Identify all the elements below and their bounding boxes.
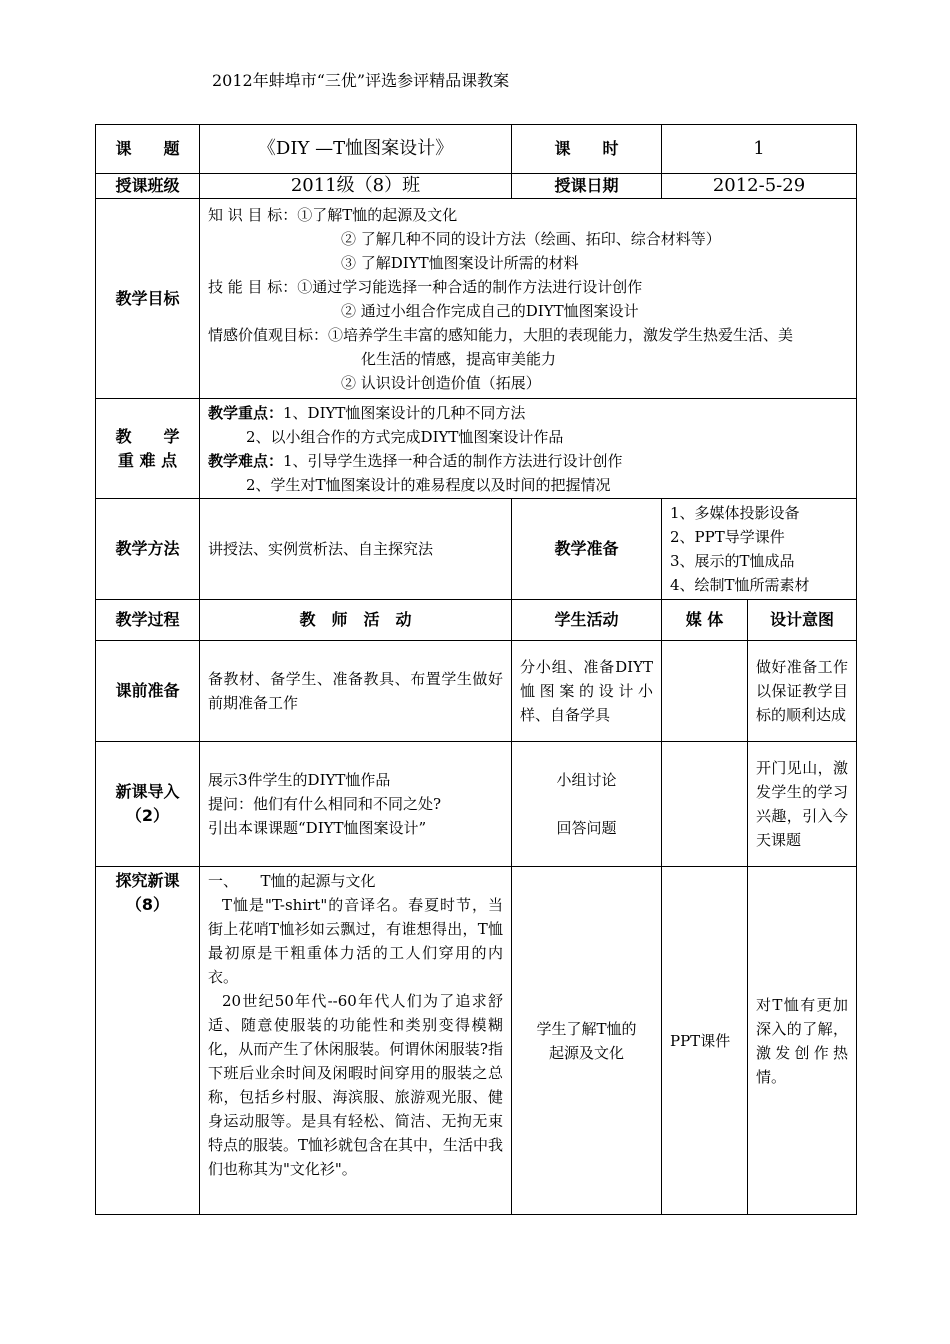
- process-col-student: 学生活动: [512, 600, 662, 641]
- explore-intent: 对T恤有更加深入的了解，激发创作热情。: [748, 867, 857, 1215]
- key-points-row: [96, 399, 857, 499]
- objective-line: ③ 了解DIYT恤图案设计所需的材料: [341, 253, 579, 272]
- stage-prep-label: 课前准备: [96, 641, 200, 742]
- topic-row: [96, 125, 857, 174]
- explore-label-line2: （8）: [125, 895, 170, 914]
- explore-teacher-paragraph: T恤是"T-shirt"的音译名。春夏时节，当街上花哨T恤衫如云飘过，有谁想得出，T恤最初原是干粗重体力活的工人们穿用的内衣。: [208, 896, 503, 986]
- objective-line: ② 通过小组合作完成自己的DIYT恤图案设计: [341, 301, 639, 320]
- hours-value: 1: [662, 125, 857, 174]
- key-points-label-line2: 重 难 点: [117, 450, 178, 470]
- prep-teacher-activity: 备教材、备学生、准备教具、布置学生做好前期准备工作: [200, 641, 512, 742]
- objective-line: 情感价值观目标：①培养学生丰富的感知能力，大胆的表现能力，激发学生热爱生活、美: [208, 325, 794, 344]
- preparation-item: 2、PPT导学课件: [670, 528, 785, 546]
- objectives-content: [200, 199, 857, 399]
- objectives-row: [96, 199, 857, 399]
- topic-value: 《DIY —T恤图案设计》: [200, 125, 512, 174]
- date-label: 授课日期: [512, 174, 662, 199]
- preparation-item: 1、多媒体投影设备: [670, 504, 800, 522]
- key-title: 教学重点：: [208, 403, 284, 422]
- intro-teacher-line: 引出本课课题“DIYT恤图案设计”: [208, 819, 427, 837]
- key-point-1: 1、DIYT恤图案设计的几种不同方法: [283, 403, 526, 422]
- explore-teacher-heading: 一、 T恤的起源与文化: [208, 872, 376, 890]
- preparation-list: [662, 499, 857, 600]
- difficulty-2: 2、学生对T恤图案设计的难易程度以及时间的把握情况: [246, 475, 611, 494]
- intro-label-line2: （2）: [125, 806, 170, 825]
- methods-row: [96, 499, 857, 600]
- stage-explore-label: [96, 867, 200, 1215]
- document-title: 2012年蚌埠市“三优”评选参评精品课教案: [212, 71, 510, 90]
- intro-teacher-line: 展示3件学生的DIYT恤作品: [208, 771, 391, 789]
- table-row: [96, 867, 857, 1215]
- topic-label: 课 题: [96, 125, 200, 174]
- intro-student-line: 回答问题: [556, 819, 617, 837]
- key-point-2: 2、以小组合作的方式完成DIYT恤图案设计作品: [246, 427, 564, 446]
- objective-line: ② 了解几种不同的设计方法（绘画、拓印、综合材料等）: [341, 229, 721, 248]
- preparation-item: 3、展示的T恤成品: [670, 552, 795, 570]
- intro-label-line1: 新课导入: [115, 782, 180, 801]
- objective-line: 化生活的情感，提高审美能力: [361, 349, 557, 368]
- intro-intent: 开门见山，激发学生的学习兴趣，引入今天课题: [748, 742, 857, 867]
- prep-student-activity: 分小组、准备DIYT恤图案的设计小样、自备学具: [512, 641, 662, 742]
- key-points-label-line1: 教 学: [115, 426, 180, 446]
- preparation-label: 教学准备: [512, 499, 662, 600]
- process-col-media: 媒 体: [662, 600, 748, 641]
- process-header-row: [96, 600, 857, 641]
- difficulty-1: 1、引导学生选择一种合适的制作方法进行设计创作: [283, 451, 623, 470]
- date-value: 2012-5-29: [662, 174, 857, 199]
- explore-media: PPT课件: [662, 867, 748, 1215]
- explore-teacher-paragraph: 20世纪50年代--60年代人们为了追求舒适、随意使服装的功能性和类别变得模糊化，从而产生了休闲服装。何谓休闲服装?指下班后业余时间及闲暇时间穿用的服装之总称，包括乡村服、海滨服、旅游观光服、健身运动服等。是具有轻松、简洁、无拘无束特点的服装。T恤衫就包含在其中，生活中我们也称其为"文化衫"。: [208, 992, 504, 1178]
- intro-media: [662, 742, 748, 867]
- methods-label: 教学方法: [96, 499, 200, 600]
- explore-teacher-activity: [200, 867, 512, 1215]
- prep-intent: 做好准备工作以保证教学目标的顺利达成: [748, 641, 857, 742]
- explore-student-activity: 学生了解T恤的起源及文化: [512, 867, 662, 1215]
- class-value: 2011级（8）班: [200, 174, 512, 199]
- stage-intro-label: [96, 742, 200, 867]
- objective-line: 技 能 目 标：①通过学习能选择一种合适的制作方法进行设计创作: [208, 277, 643, 296]
- class-row: [96, 174, 857, 199]
- process-col-teacher: 教 师 活 动: [200, 600, 512, 641]
- intro-teacher-line: 提问：他们有什么相同和不同之处?: [208, 795, 442, 813]
- difficulty-title: 教学难点：: [208, 451, 284, 470]
- class-label: 授课班级: [96, 174, 200, 199]
- lesson-plan-table: [95, 124, 857, 1215]
- explore-label-line1: 探究新课: [115, 871, 180, 890]
- intro-teacher-activity: [200, 742, 512, 867]
- key-points-content: [200, 399, 857, 499]
- process-col-intent: 设计意图: [748, 600, 857, 641]
- table-row: [96, 742, 857, 867]
- intro-student-line: 小组讨论: [556, 771, 617, 789]
- objectives-label: 教学目标: [96, 199, 200, 399]
- prep-media: [662, 641, 748, 742]
- preparation-item: 4、绘制T恤所需素材: [670, 576, 810, 594]
- intro-student-activity: [512, 742, 662, 867]
- objective-line: 知 识 目 标：①了解T恤的起源及文化: [208, 205, 458, 224]
- table-row: [96, 641, 857, 742]
- process-col-stage: 教学过程: [96, 600, 200, 641]
- hours-label: 课 时: [512, 125, 662, 174]
- key-points-label: [96, 399, 200, 499]
- methods-value: 讲授法、实例赏析法、自主探究法: [200, 499, 512, 600]
- objective-line: ② 认识设计创造价值（拓展）: [341, 373, 541, 392]
